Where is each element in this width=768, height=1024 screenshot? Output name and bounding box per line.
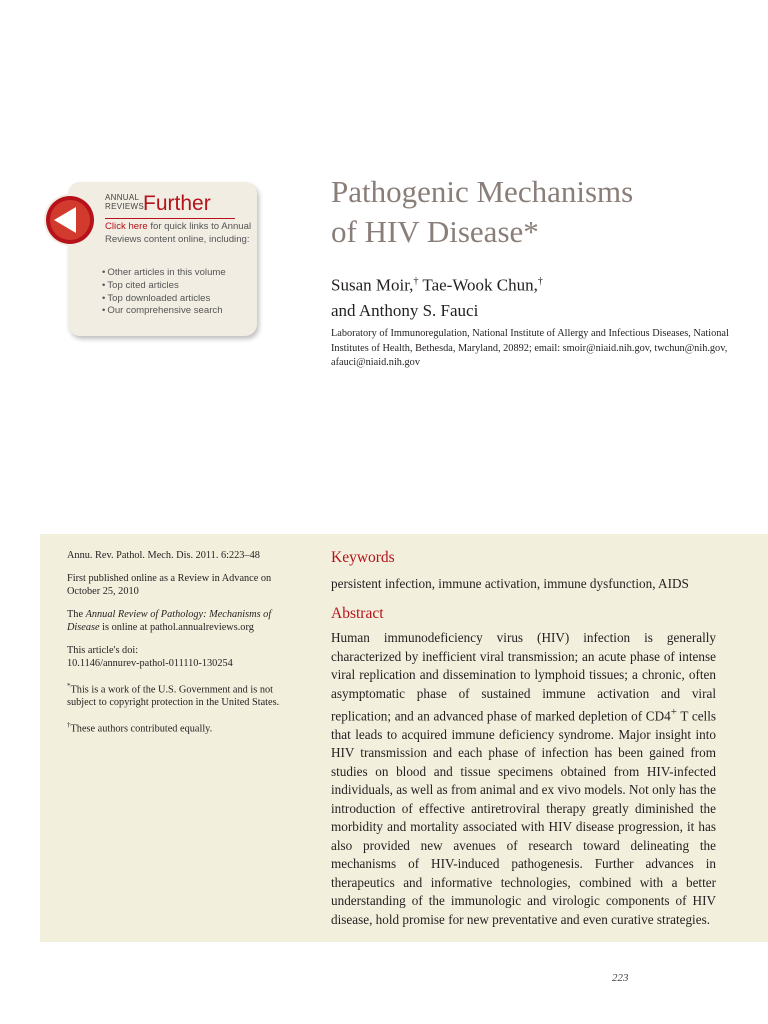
download-side-note: [0, 0, 38, 1024]
logo-annual: ANNUAL: [105, 193, 140, 202]
author-affiliation: Laboratory of Immunoregulation, National Institute of Allergy and Infectious Diseases, National Institutes of Health, Bethesda, Maryland, 20892; email: smoir@niaid.nih.gov, twchun@nih.gov, afauci@niaid.nih.gov: [331, 328, 729, 368]
page-number: 223: [612, 972, 629, 984]
annual-reviews-logo: [105, 193, 144, 211]
further-divider: [105, 218, 235, 219]
further-title: Further: [143, 192, 211, 215]
abstract-heading: Abstract: [331, 605, 384, 622]
further-link-item[interactable]: • Top downloaded articles: [102, 293, 226, 306]
keywords-heading: Keywords: [331, 549, 395, 566]
title-line-1: Pathogenic Mechanisms: [331, 174, 634, 209]
author-dagger: †: [537, 276, 543, 287]
click-here-link[interactable]: Click here: [105, 221, 148, 232]
cd4-plus: +: [670, 706, 677, 718]
further-links-list: [102, 267, 226, 318]
equal-contribution-note: [67, 719, 299, 736]
citation: Annu. Rev. Pathol. Mech. Dis. 2011. 6:223–48: [67, 550, 260, 561]
further-link-item[interactable]: • Other articles in this volume: [102, 267, 226, 280]
doi-block: [67, 644, 299, 671]
authors-line-1: [331, 269, 731, 298]
abstract-part-1: Human immunodeficiency virus (HIV) infection is generally characterized by inefficient viral transmission; an acute phase of intense viral replication and dissemination to lymphoid tissues; a chronic, often asymptomatic phase of sustained immune activation and viral replication; and an advanced phase of marked depletion of CD4: [331, 630, 716, 724]
journal-online-note: [67, 608, 299, 635]
title-line-2: of HIV Disease*: [331, 214, 539, 249]
article-title: [331, 172, 731, 252]
government-note-text: This is a work of the U.S. Government and is not subject to copyright protection in the United States.: [67, 683, 280, 709]
journal-name: Annual Review of Pathology: Mechanisms of Disease: [67, 608, 272, 633]
doi-value[interactable]: 10.1146/annurev-pathol-011110-130254: [67, 658, 233, 669]
first-published: First published online as a Review in Advance on October 25, 2010: [67, 572, 272, 597]
journal-url-text[interactable]: is online at pathol.annualreviews.org: [99, 622, 254, 633]
abstract-text: [331, 629, 716, 929]
abstract-part-2: T cells that leads to acquired immune deficiency syndrome. Major insight into HIV transmission and each phase of infection has been gained from studies on blood and tissue specimens obtained from HIV-infected individuals, as well as from animal and ex vivo models. Not only has the introduction of effective antiretroviral therapy greatly diminished the morbidity and mortality associated with HIV disease progression, it has also provided new avenues of research toward delineating the mechanisms of HIV-induced pathogenesis. Further advances in therapeutics and informative technologies, combined with a better understanding of the immunologic and virologic components of HIV disease, hold promise for new preventative and even curative strategies.: [331, 708, 717, 927]
author-moir: Susan Moir,: [331, 275, 414, 295]
further-intro-text: for quick links to Annual Reviews content online, including:: [105, 221, 252, 245]
author-dagger: †: [413, 276, 419, 287]
the-word: The: [67, 608, 86, 620]
article-info-column: [67, 549, 299, 745]
star-mark: *: [67, 681, 71, 690]
authors-line-2: and Anthony S. Fauci: [331, 300, 479, 320]
dagger-mark: †: [67, 720, 71, 729]
further-intro: [105, 221, 255, 246]
further-link-item[interactable]: • Top cited articles: [102, 280, 226, 293]
government-note: [67, 680, 299, 710]
keywords-text: persistent infection, immune activation, immune dysfunction, AIDS: [331, 576, 689, 591]
doi-label: This article's doi:: [67, 644, 139, 656]
further-link-item[interactable]: • Our comprehensive search: [102, 305, 226, 318]
further-back-arrow-icon[interactable]: [43, 193, 97, 247]
author-chun: Tae-Wook Chun,: [418, 275, 538, 295]
logo-reviews: REVIEWS: [105, 202, 144, 211]
article-authors: [331, 269, 731, 323]
equal-note-text: These authors contributed equally.: [70, 723, 213, 735]
